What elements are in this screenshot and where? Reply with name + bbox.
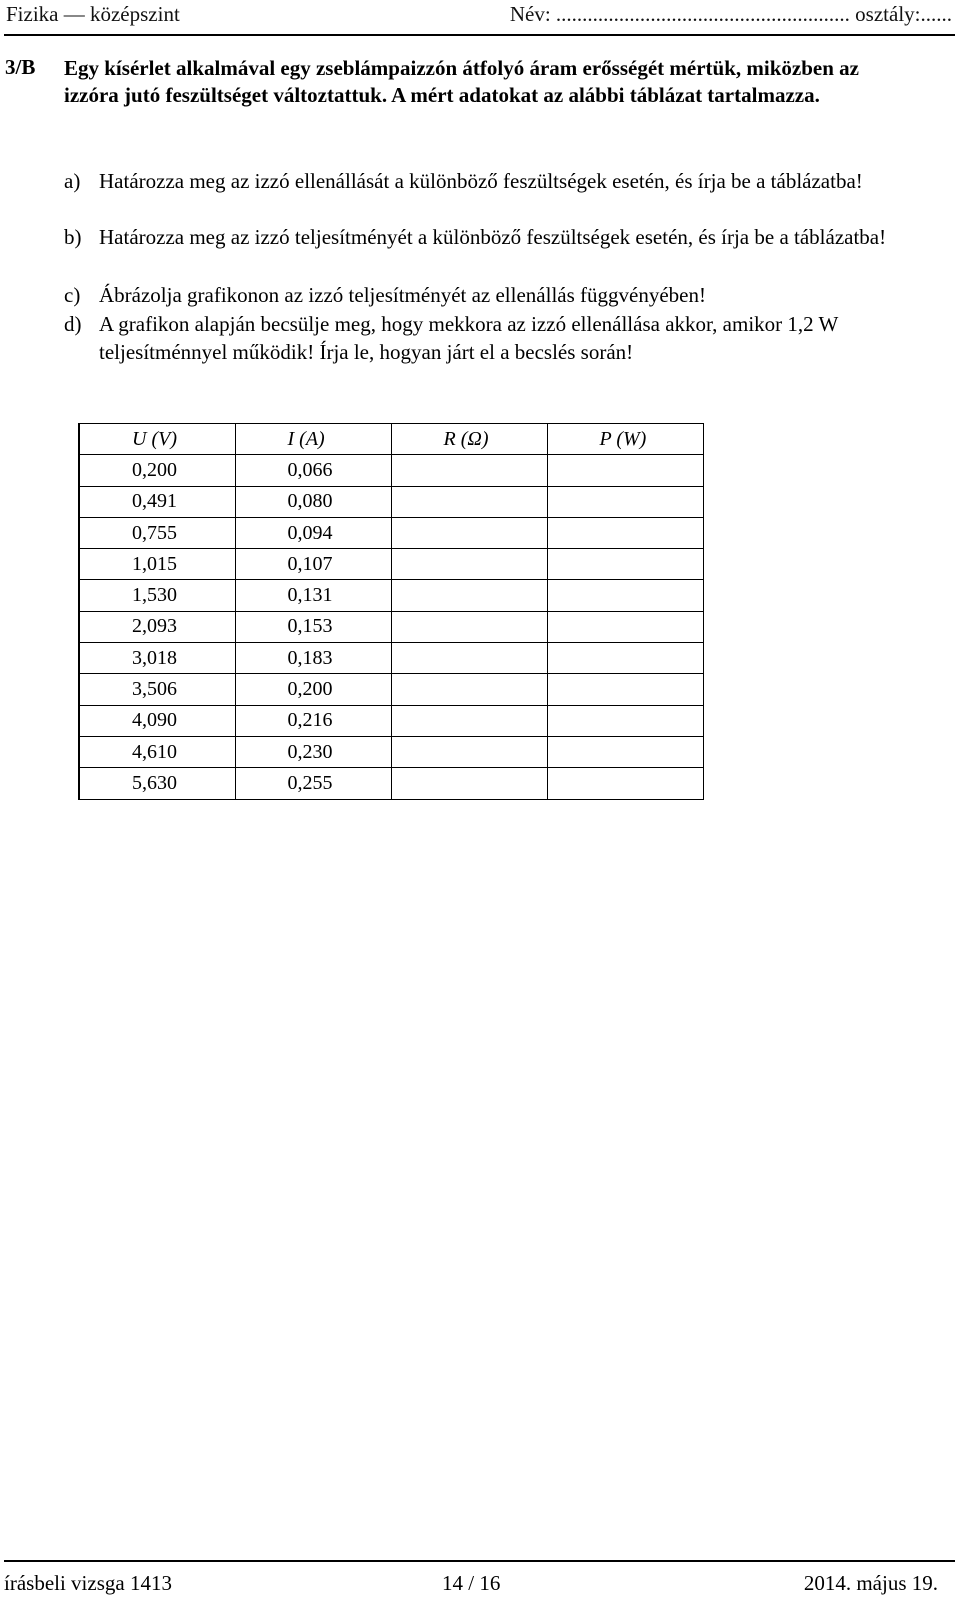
- question-label: d): [64, 312, 82, 336]
- cell-i: 0,094: [235, 517, 391, 548]
- question-text: Ábrázolja grafikonon az izzó teljesítményét az ellenállás függvényében!: [99, 283, 706, 307]
- cell-r[interactable]: [391, 486, 547, 517]
- header-name-class: Név: ........................................................ osztály:......: [509, 2, 952, 26]
- table-row: [79, 517, 703, 548]
- table-row: [79, 705, 703, 736]
- cell-i: 0,216: [235, 705, 391, 736]
- cell-p[interactable]: [547, 674, 703, 705]
- cell-i: 0,183: [235, 643, 391, 674]
- cell-u: 1,530: [79, 580, 235, 611]
- column-header-p: P (W): [547, 424, 703, 455]
- cell-p[interactable]: [547, 486, 703, 517]
- table-row: [79, 580, 703, 611]
- cell-r[interactable]: [391, 736, 547, 767]
- task-intro: Egy kísérlet alkalmával egy zseblámpaizzón átfolyó áram erősségét mértük, miközben az izzóra jutó feszültséget változtattuk. A mért adatokat az alábbi táblázat tartalmazza.: [64, 56, 859, 107]
- cell-u: 0,755: [79, 517, 235, 548]
- header-subject: Fizika — középszint: [6, 2, 180, 26]
- table-row: [79, 736, 703, 767]
- table-row: [79, 674, 703, 705]
- table-row: [79, 486, 703, 517]
- cell-u: 5,630: [79, 768, 235, 799]
- cell-i: 0,080: [235, 486, 391, 517]
- cell-r[interactable]: [391, 549, 547, 580]
- cell-r[interactable]: [391, 611, 547, 642]
- task-number: 3/B: [5, 55, 36, 79]
- question-c: [64, 281, 914, 309]
- cell-i: 0,153: [235, 611, 391, 642]
- cell-p[interactable]: [547, 580, 703, 611]
- footer-exam-code: írásbeli vizsga 1413: [4, 1571, 172, 1595]
- question-text: A grafikon alapján becsülje meg, hogy mekkora az izzó ellenállása akkor, amikor 1,2 W teljesítménnyel működik! Írja le, hogyan járt el a becslés során!: [99, 312, 838, 364]
- cell-i: 0,230: [235, 736, 391, 767]
- question-b: [64, 223, 914, 251]
- cell-p[interactable]: [547, 611, 703, 642]
- cell-p[interactable]: [547, 517, 703, 548]
- cell-p[interactable]: [547, 736, 703, 767]
- cell-i: 0,066: [235, 455, 391, 486]
- cell-p[interactable]: [547, 549, 703, 580]
- cell-u: 3,018: [79, 643, 235, 674]
- table-row: [79, 455, 703, 486]
- cell-i: 0,107: [235, 549, 391, 580]
- cell-p[interactable]: [547, 455, 703, 486]
- question-label: c): [64, 283, 81, 307]
- footer-date: 2014. május 19.: [803, 1571, 938, 1595]
- cell-u: 4,090: [79, 705, 235, 736]
- question-text: Határozza meg az izzó teljesítményét a különböző feszültségek esetén, és írja be a táblázatba!: [99, 225, 887, 249]
- cell-r[interactable]: [391, 674, 547, 705]
- cell-p[interactable]: [547, 643, 703, 674]
- question-label: a): [64, 169, 81, 193]
- table-body: [79, 455, 703, 799]
- measurement-table: [78, 423, 704, 800]
- column-header-u: U (V): [79, 424, 235, 455]
- footer-divider: [4, 1560, 955, 1562]
- cell-r[interactable]: [391, 643, 547, 674]
- cell-r[interactable]: [391, 768, 547, 799]
- cell-u: 4,610: [79, 736, 235, 767]
- cell-r[interactable]: [391, 705, 547, 736]
- cell-r[interactable]: [391, 580, 547, 611]
- cell-u: 0,491: [79, 486, 235, 517]
- table-row: [79, 549, 703, 580]
- page-header: [0, 0, 960, 30]
- cell-u: 3,506: [79, 674, 235, 705]
- table-row: [79, 768, 703, 799]
- table-row: [79, 643, 703, 674]
- cell-r[interactable]: [391, 455, 547, 486]
- question-label: b): [64, 225, 82, 249]
- cell-i: 0,131: [235, 580, 391, 611]
- table-header-row: [79, 424, 703, 455]
- column-header-r: R (Ω): [391, 424, 547, 455]
- question-text: Határozza meg az izzó ellenállását a különböző feszültségek esetén, és írja be a táblázatba!: [99, 169, 863, 193]
- table-row: [79, 611, 703, 642]
- cell-u: 0,200: [79, 455, 235, 486]
- cell-r[interactable]: [391, 517, 547, 548]
- cell-p[interactable]: [547, 768, 703, 799]
- cell-i: 0,200: [235, 674, 391, 705]
- question-d: [64, 310, 914, 366]
- question-a: [64, 167, 914, 195]
- cell-u: 2,093: [79, 611, 235, 642]
- cell-u: 1,015: [79, 549, 235, 580]
- cell-i: 0,255: [235, 768, 391, 799]
- header-divider: [4, 34, 955, 36]
- column-header-i: I (A): [235, 424, 391, 455]
- footer-page-number: 14 / 16: [442, 1571, 501, 1595]
- cell-p[interactable]: [547, 705, 703, 736]
